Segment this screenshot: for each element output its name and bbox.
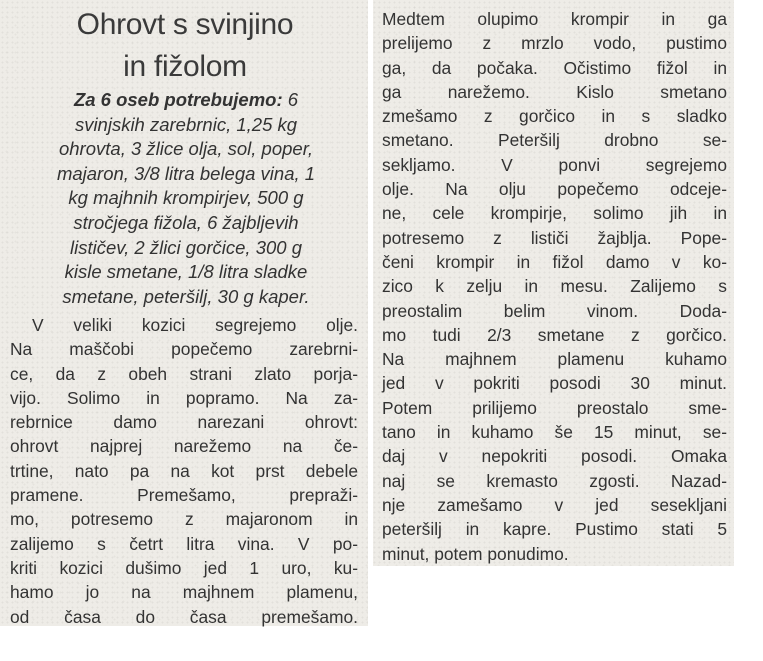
ingredients-line	[8, 88, 364, 113]
recipe-title	[20, 4, 350, 88]
text-line: ne, cele krompirje, solimo jih in	[382, 203, 727, 224]
text-line: nje zamešamo v jed sesekljani	[382, 494, 727, 515]
text-line: jed v pokriti posodi 30 minut.	[382, 373, 727, 394]
ingredients-line: stročjega fižola, 6 žajbljevih	[73, 211, 299, 233]
ingredients-line: majaron, 3/8 litra belega vina, 1	[56, 162, 316, 184]
text-line: ce, da z obeh strani zlato porja-	[10, 363, 358, 384]
text-line: preostalim belim vinom. Doda-	[382, 300, 727, 321]
ingredients-line: kg majhnih krompirjev, 500 g	[68, 187, 304, 209]
text-line: vijo. Solimo in popramo. Na za-	[10, 387, 358, 408]
ingredients-line: svinjskih zarebrnic, 1,25 kg	[74, 113, 298, 135]
ingredients-line: lističev, 2 žlici gorčice, 300 g	[69, 236, 303, 258]
text-line: olje. Na olju popečemo odceje-	[382, 179, 727, 200]
ingredients-line: kisle smetane, 1/8 litra sladke	[64, 261, 308, 283]
column-gutter	[368, 0, 373, 626]
text-line: čeni krompir in fižol damo v ko-	[382, 251, 727, 272]
text-line: od časa do časa premešamo.	[10, 606, 358, 627]
text-line: smetano. Peteršilj drobno se-	[382, 130, 727, 151]
ingredients-line: smetane, peteršilj, 30 g kaper.	[62, 285, 310, 307]
recipe-title-line-1: Ohrovt s svinjino	[76, 8, 294, 41]
ingredients-lead: Za 6 oseb potrebujemo:	[73, 89, 283, 110]
text-line: kriti kozici dušimo jed 1 uro, ku-	[10, 557, 358, 578]
text-line: pramene. Premešamo, prepraži-	[10, 485, 358, 506]
text-line: mo tudi 2/3 smetane z gorčico.	[382, 324, 727, 345]
text-line: naj se kremasto zgosti. Nazad-	[382, 470, 727, 491]
ingredients-line-text: 6	[287, 89, 299, 110]
text-line: Potem prilijemo preostalo sme-	[382, 397, 727, 418]
text-line: Medtem olupimo krompir in ga	[382, 9, 727, 29]
text-line: minut, potem ponudimo.	[382, 543, 569, 564]
text-line: potresemo z lističi žajblja. Pope-	[382, 227, 727, 248]
recipe-title-line-2: in fižolom	[123, 50, 247, 83]
text-line: sekljamo. V ponvi segrejemo	[382, 154, 727, 175]
text-line: Na majhnem plamenu kuhamo	[382, 349, 727, 370]
text-line: V veliki kozici segrejemo olje.	[32, 315, 358, 335]
text-line: prelijemo z mrzlo vodo, pustimo	[382, 33, 727, 54]
instructions-left-paragraph	[10, 313, 358, 629]
text-line: ohrovt najprej narežemo na če-	[10, 436, 358, 457]
text-line: zmešamo z gorčico in s sladko	[382, 106, 727, 127]
ingredients-line: ohrovta, 3 žlice olja, sol, poper,	[58, 138, 313, 160]
instructions-right-paragraph	[382, 7, 727, 566]
text-line: mo, potresemo z majaronom in	[10, 509, 358, 530]
text-line: daj v nepokriti posodi. Omaka	[382, 446, 727, 467]
text-line: ga narežemo. Kislo smetano	[382, 81, 727, 102]
text-line: trtine, nato pa na kot prst debele	[10, 460, 358, 481]
text-line: rebrnice damo narezani ohrovt:	[10, 412, 358, 433]
text-line: peteršilj in kapre. Pustimo stati 5	[382, 519, 727, 540]
text-line: tano in kuhamo še 15 minut, se-	[382, 422, 727, 443]
text-line: zico k zelju in mesu. Zalijemo s	[382, 276, 727, 297]
text-line: zalijemo s četrt litra vina. V po-	[10, 533, 358, 554]
ingredients-paragraph	[8, 88, 364, 309]
text-line: hamo jo na majhnem plamenu,	[10, 582, 358, 603]
text-line: ga, da počaka. Očistimo fižol in	[382, 57, 727, 78]
text-line: Na maščobi popečemo zarebrni-	[10, 339, 358, 360]
